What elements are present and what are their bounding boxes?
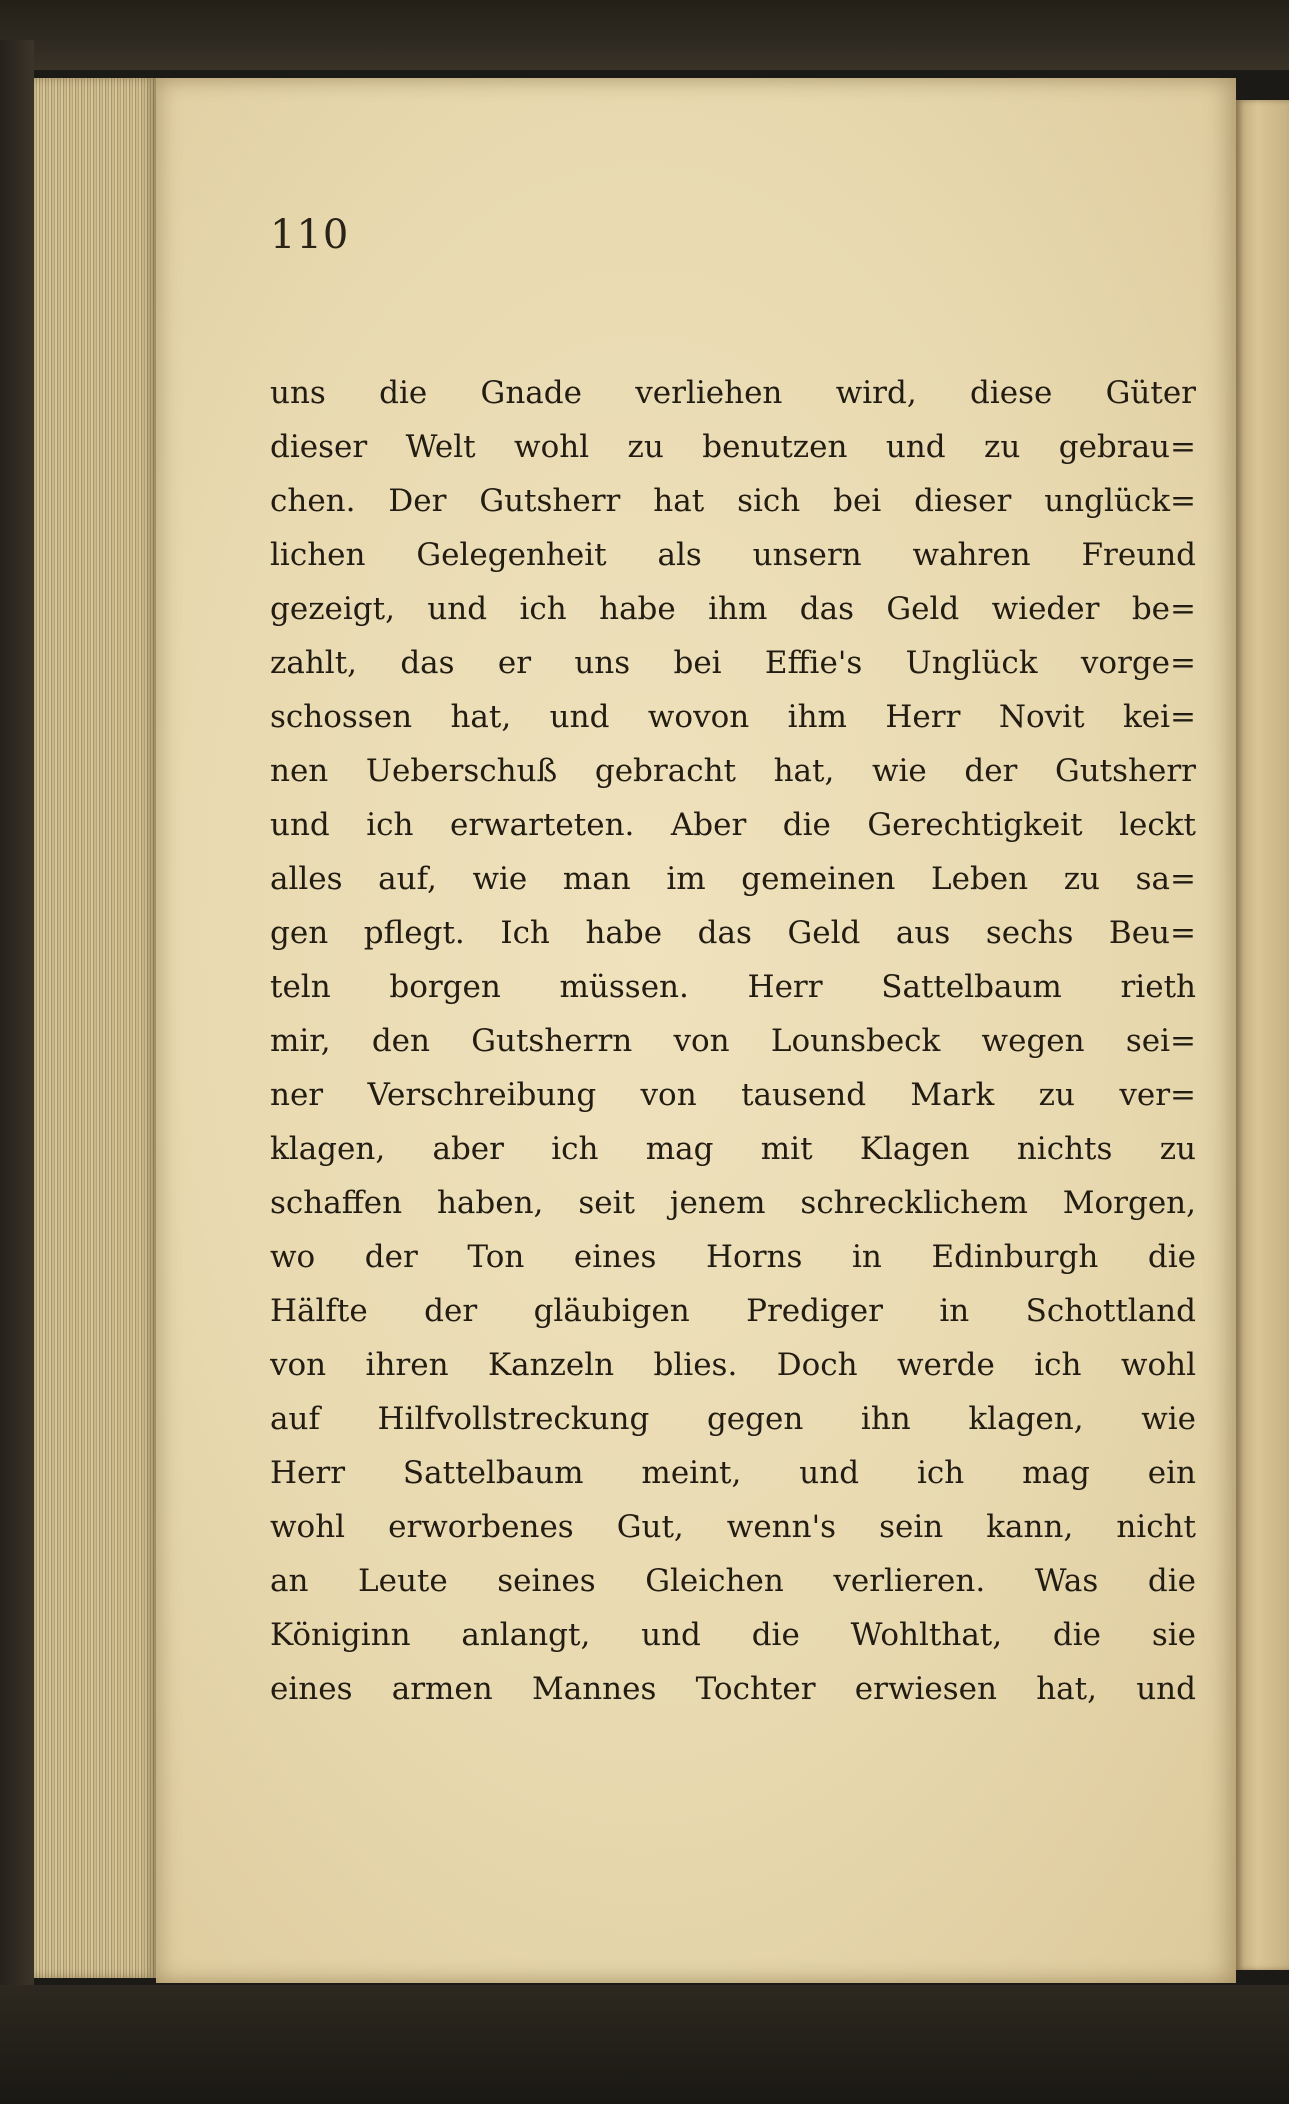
book-cover-left: [0, 40, 34, 2030]
text-line: mir, den Gutsherrn von Lounsbeck wegen sei=: [270, 1023, 1196, 1059]
book-cover-top: [0, 0, 1289, 70]
text-line: schaffen haben, seit jenem schrecklichem Morgen,: [270, 1185, 1196, 1221]
text-line: an Leute seines Gleichen verlieren. Was die: [270, 1563, 1196, 1599]
text-line: wohl erworbenes Gut, wenn's sein kann, nicht: [270, 1509, 1196, 1545]
text-line: zahlt, das er uns bei Effie's Unglück vorge=: [270, 645, 1196, 681]
text-line: wo der Ton eines Horns in Edinburgh die: [270, 1239, 1196, 1275]
text-line: gezeigt, und ich habe ihm das Geld wieder be=: [270, 591, 1196, 627]
text-line: uns die Gnade verliehen wird, diese Güter: [270, 375, 1196, 411]
text-line: gen pflegt. Ich habe das Geld aus sechs Beu=: [270, 915, 1196, 951]
text-line: nen Ueberschuß gebracht hat, wie der Gutsherr: [270, 753, 1196, 789]
text-line: alles auf, wie man im gemeinen Leben zu sa=: [270, 861, 1196, 897]
text-line: klagen, aber ich mag mit Klagen nichts zu: [270, 1131, 1196, 1167]
text-line: lichen Gelegenheit als unsern wahren Freund: [270, 537, 1196, 573]
page-text: [270, 366, 1196, 1716]
text-line: teln borgen müssen. Herr Sattelbaum rieth: [270, 969, 1196, 1005]
text-line: ner Verschreibung von tausend Mark zu ver=: [270, 1077, 1196, 1113]
text-line: dieser Welt wohl zu benutzen und zu gebrau=: [270, 429, 1196, 465]
text-line: von ihren Kanzeln blies. Doch werde ich wohl: [270, 1347, 1196, 1383]
text-line: eines armen Mannes Tochter erwiesen hat, und: [270, 1671, 1196, 1707]
facing-page-edge: [1236, 100, 1289, 1970]
book-cover-bottom: [0, 1985, 1289, 2104]
text-line: schossen hat, und wovon ihm Herr Novit kei=: [270, 699, 1196, 735]
text-line: Herr Sattelbaum meint, und ich mag ein: [270, 1455, 1196, 1491]
page-edges: [34, 78, 156, 1978]
text-line: auf Hilfvollstreckung gegen ihn klagen, wie: [270, 1401, 1196, 1437]
text-line: chen. Der Gutsherr hat sich bei dieser unglück=: [270, 483, 1196, 519]
text-line: und ich erwarteten. Aber die Gerechtigkeit leckt: [270, 807, 1196, 843]
text-line: Hälfte der gläubigen Prediger in Schottland: [270, 1293, 1196, 1329]
text-line: Königinn anlangt, und die Wohlthat, die sie: [270, 1617, 1196, 1653]
page-number: 110: [270, 212, 350, 258]
